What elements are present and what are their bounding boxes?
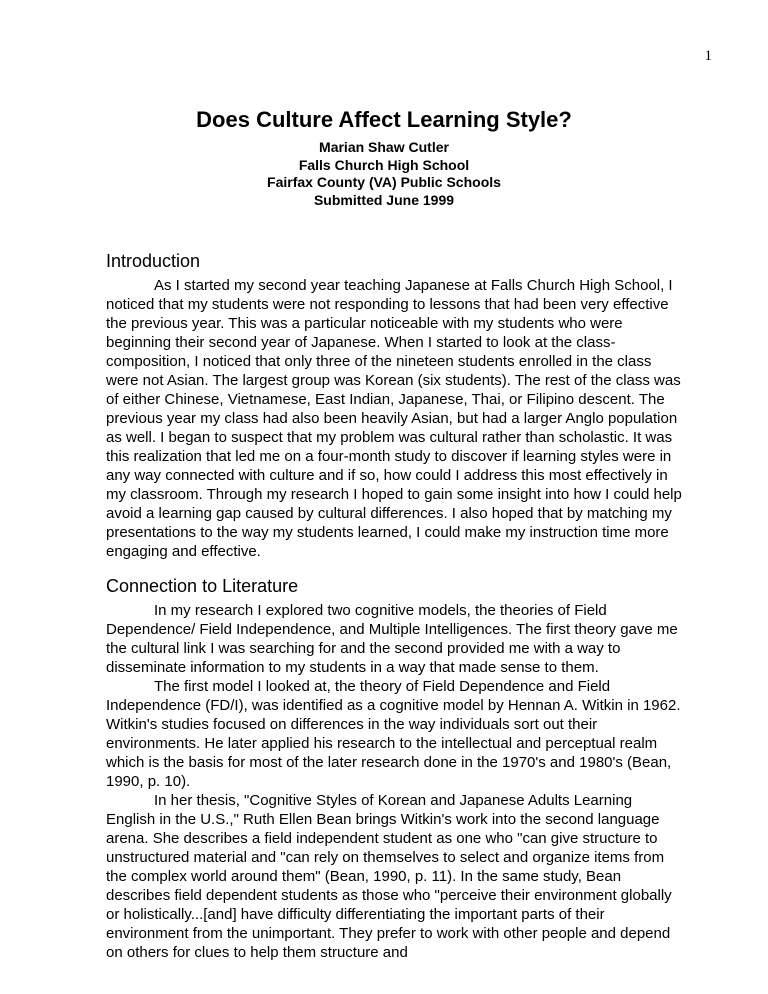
paragraph: In her thesis, "Cognitive Styles of Korean and Japanese Adults Learning English in the U.S.," Ruth Ellen Bean brings Witkin's work into the second language arena. She describes a field independent student as one who "can give structure to unstructured material and "can rely on themselves to select and organize items from the complex world around them" (Bean, 1990, p. 11). In the same study, Bean describes field dependent students as those who "perceive their environment globally or holistically...[and] have difficulty differentiating the important parts of their environment from the unimportant. They prefer to work with other people and depend on others for clues to help them structure and [106, 792, 672, 961]
section-introduction [106, 250, 684, 561]
paper-header [0, 107, 768, 209]
section-heading: Connection to Literature [106, 576, 299, 596]
page-number: 1 [704, 48, 712, 64]
school-name: Falls Church High School [298, 156, 470, 173]
district-name: Fairfax County (VA) Public Schools [267, 174, 501, 190]
paragraph: As I started my second year teaching Japanese at Falls Church High School, I noticed that my students were not responding to lessons that had been very effective the previous year. This was a particular noticeable with my students who were beginning their second year of Japanese. When I started to look at the class-composition, I noticed that only three of the nineteen students enrolled in the class were not Asian. The largest group was Korean (six students). The rest of the class was of either Chinese, Vietnamese, East Indian, Japanese, Thai, or Filipino descent. The previous year my class had also been heavily Asian, but had a larger Anglo population as well. I began to suspect that my problem was cultural rather than scholastic. It was this realization that led me on a four-month study to discover if learning styles were in any way connected with culture and if so, how could I address this most effectively in my classroom. Through my research I hoped to gain some insight into how I could help avoid a learning gap caused by cultural differences. I also hoped that by matching my presentations to the way my students learned, I could make my instruction time more engaging and effective. [106, 277, 682, 560]
paper-title: Does Culture Affect Learning Style? [196, 107, 572, 132]
section-heading: Introduction [106, 251, 201, 271]
author-name: Marian Shaw Cutler [319, 139, 449, 155]
paper-body [106, 250, 684, 962]
section-connection-to-literature [106, 575, 684, 962]
paragraph: The first model I looked at, the theory of Field Dependence and Field Independence (FD/I), was identified as a cognitive model by Hennan A. Witkin in 1962. Witkin's studies focused on differences in the way individuals sort out their environments. He later applied his research to the intellectual and perceptual realm which is the basis for most of the later research done in the 1970's and 1980's (Bean, 1990, p. 10). [106, 678, 681, 790]
submission-date: Submitted June 1999 [313, 191, 455, 208]
paragraph: In my research I explored two cognitive models, the theories of Field Dependence/ Field Independence, and Multiple Intelligences. The first theory gave me the cultural link I was searching for and the second provided me with a way to disseminate information to my students in a way that made sense to them. [106, 602, 678, 676]
